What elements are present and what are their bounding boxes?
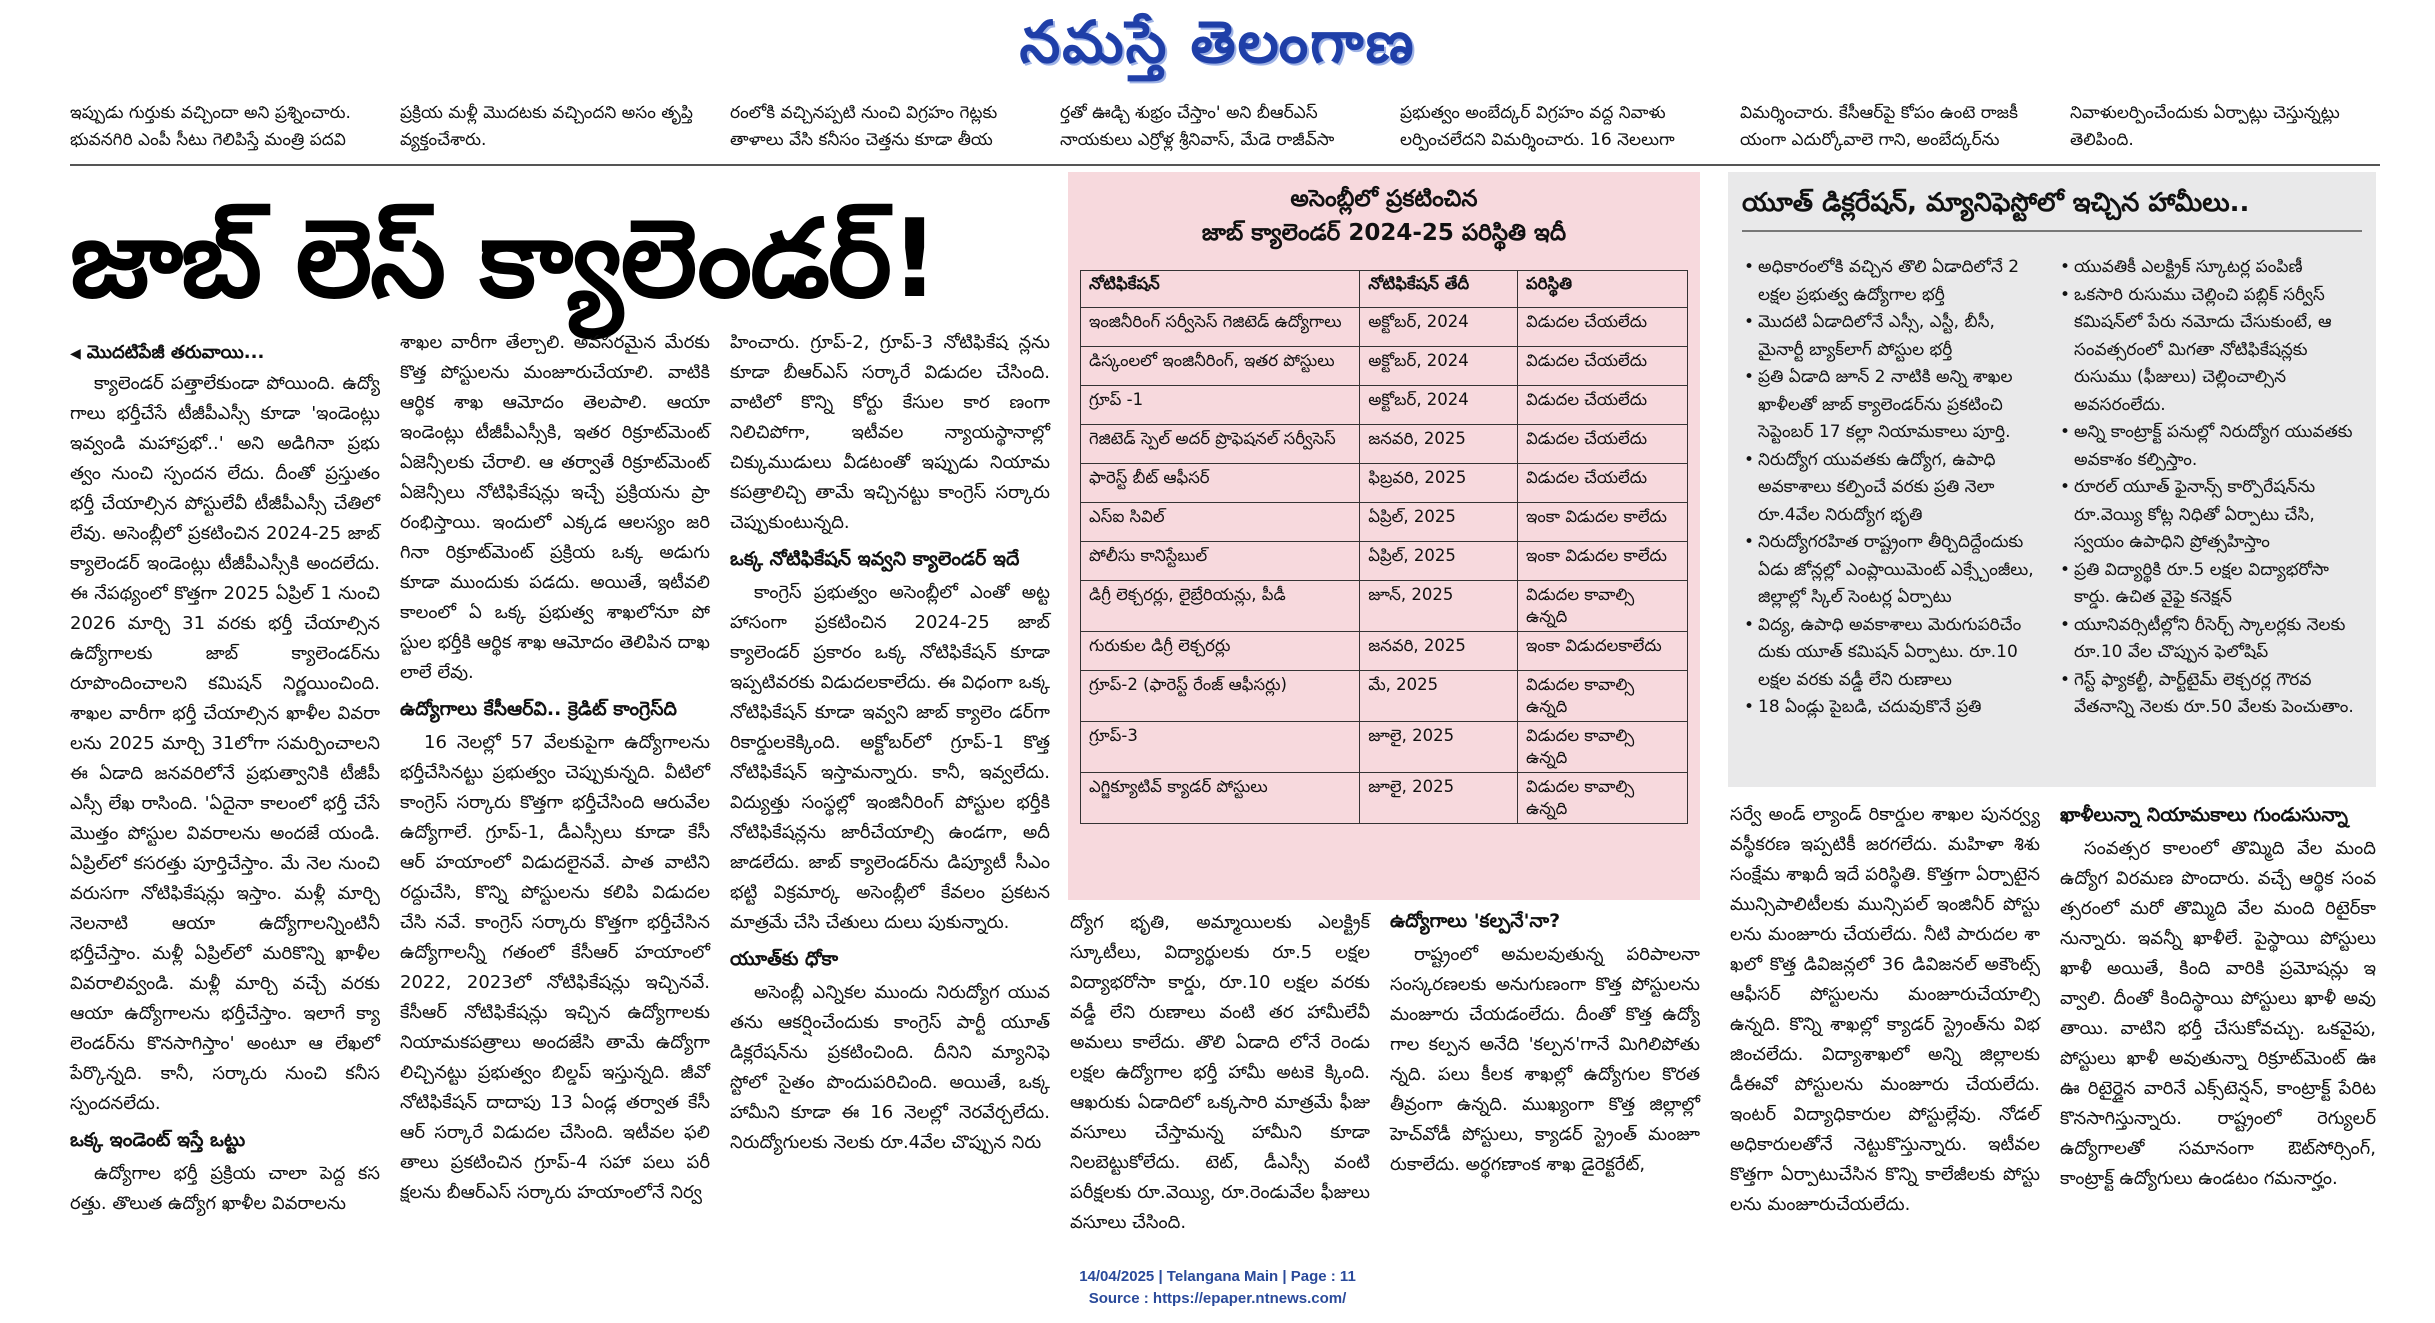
promise-item <box>1742 309 2042 364</box>
strip-col-1: ఇప్పుడు గుర్తుకు వచ్చిందా అని ప్రశ్నించారు. భువనగిరి ఎంపీ సీటు గెలిపిస్తే మంత్రి పదవి <box>70 103 351 150</box>
article-paragraph: ఉద్యోగాల భర్తీ ప్రక్రియ చాలా పెద్ద కస రత్తు. తొలుత ఉద్యోగ ఖాళీల వివరాలను <box>70 1163 380 1214</box>
article-paragraph: సర్వే అండ్ ల్యాండ్ రికార్డుల శాఖల పునర్వ్య వస్థీకరణ ఇప్పటికీ జరగలేదు. మహిళా శిశు సంక్షేమ శాఖదీ ఇదే పరిస్థితి. కొత్తగా ఏర్పాటైన మున్సిపాలిటీలకు మున్సిపల్ ఇంజినీర్ పోస్టు లను మంజూరు చేయలేదు. నీటి పారుదల శా ఖలో కొత్త డివిజన్లలో 36 డివిజనల్ అకౌంట్స్ ఆఫీసర్ పోస్టులను మంజూరుచేయాల్సి ఉన్నది. కొన్ని శాఖల్లో క్యాడర్ స్ట్రెంత్‌ను విభ జించలేదు. విద్యాశాఖలో అన్ని జిల్లాలకు డీఈవో పోస్టులను మంజూరు చేయలేదు. ఇంటర్ విద్యాధికారుల పోస్టుల్లేవు. నోడల్ అధికారులతోనే నెట్టుకొస్తున్నారు. ఇటీవల కొత్తగా ఏర్పాటుచేసిన కొన్ని కాలేజీలకు పోస్టు లను మంజూరుచేయలేదు. <box>1730 804 2040 1215</box>
notification-cell: డిస్కంలలో ఇంజినీరింగ్, ఇతర పోస్టులు <box>1081 347 1360 386</box>
table-row <box>1081 773 1688 824</box>
promise-text: ప్రతి ఏడాది జూన్ 2 నాటికి అన్ని శాఖల ఖాళీలతో జాబ్ క్యాలెండర్‌ను ప్రకటించి సెప్టెంబర్ 17 కల్లా నియామకాలు పూర్తి. <box>1758 367 2013 442</box>
notification-cell: గురుకుల డిగ్రీ లెక్చరర్లు <box>1081 632 1360 671</box>
bullet-icon: • <box>2060 477 2071 497</box>
job-calendar-title-2: జాబ్ క్యాలెండర్ 2024-25 పరిస్థితి ఇదీ <box>1201 220 1567 246</box>
subheading: ఖాళీలున్నా నియామకాలు గుండుసున్నా <box>2060 804 2348 826</box>
date-cell: జూలై, 2025 <box>1360 722 1518 773</box>
notification-cell: ఇంజినీరింగ్ సర్వీసెస్ గెజిటెడ్ ఉద్యోగాలు <box>1081 308 1360 347</box>
promise-text: గెస్ట్ ఫ్యాకల్టీ, పార్ట్‌టైమ్ లెక్చరర్ల గౌరవ వేతనాన్ని నెలకు రూ.50 వేలకు పెంచుతాం. <box>2074 669 2354 717</box>
date-cell: ఏప్రిల్, 2025 <box>1360 542 1518 581</box>
bullet-icon: • <box>1744 312 1755 332</box>
bullet-icon: • <box>1744 257 1755 277</box>
article-paragraph: ద్యోగ భృతి, అమ్మాయిలకు ఎలక్ట్రిక్ స్కూటీలు, విద్యార్థులకు రూ.5 లక్షల విద్యాభరోసా కార్డు, రూ.10 లక్షల వరకు వడ్డీ లేని రుణాలు వంటి తర హామీలేవీ అమలు కాలేదు. తొలి ఏడాది లోనే రెండు లక్షల ఉద్యోగాల భర్తీ హామీ అటకె క్కింది. ఆఖరుకు ఏడాదిలో ఒక్కసారి మాత్రమే ఫీజు వసూలు చేస్తామన్న హామీని కూడా నిలబెట్టుకోలేదు. టెట్, డీఎస్సీ వంటి పరీక్షలకు రూ.వెయ్యి, రూ.రెండువేల ఫీజులు వసూలు చేసింది. <box>1070 912 1370 1233</box>
job-calendar-table <box>1080 270 1688 824</box>
date-cell: జూలై, 2025 <box>1360 773 1518 824</box>
triangle-icon: ◀ <box>70 346 81 362</box>
table-row <box>1081 386 1688 425</box>
table-row <box>1081 425 1688 464</box>
promise-item <box>1742 612 2042 695</box>
column-header: పరిస్థితి <box>1518 271 1688 308</box>
article-paragraph: శాఖల వారీగా తేల్చాలి. అవసరమైన మేరకు కొత్త పోస్టులను మంజూరుచేయాలి. వాటికి ఆర్థిక శాఖ ఆమోదం తెలపాలి. ఆయా ఇండెంట్లు టీజీపీఎస్సీకి, ఇతర రిక్రూట్‌మెంట్ ఏజెన్సీలకు చేరాలి. ఆ తర్వాతే రిక్రూట్‌మెంట్ ఏజెన్సీలు నోటిఫికేషన్లు ఇచ్చే ప్రక్రియను ప్రా రంభిస్తాయి. ఇందులో ఎక్కడ ఆలస్యం జరి గినా రిక్రూట్‌మెంట్ ప్రక్రియ ఒక్క అడుగు కూడా ముందుకు పడదు. అయితే, ఇటీవలి కాలంలో ఏ ఒక్క ప్రభుత్వ శాఖలోనూ పో స్టుల భర్తీకి ఆర్థిక శాఖ ఆమోదం తెలిపిన దాఖ లాలే లేవు. <box>400 332 710 683</box>
bullet-icon: • <box>1744 449 1755 470</box>
column-header: నోటిఫికేషన్ <box>1081 271 1360 308</box>
article-column-2 <box>400 328 710 1208</box>
status-cell: విడుదల చేయలేదు <box>1518 347 1688 386</box>
article-paragraph: రాష్ట్రంలో అమలవుతున్న పరిపాలనా సంస్కరణలకు అనుగుణంగా కొత్త పోస్టులను మంజూరు చేయడంలేదు. దీంతో కొత్త ఉద్యో గాల కల్పన అనేది 'కల్పన'గానే మిగిలిపోతు న్నది. పలు కీలక శాఖల్లో ఉద్యోగుల కొరత తీవ్రంగా ఉన్నది. ముఖ్యంగా కొత్త జిల్లాల్లో హెచ్‌వోడీ పోస్టులు, క్యాడర్ స్ట్రెంత్ మంజూ రుకాలేదు. అర్థగణాంక శాఖ డైరెక్టరేట్, <box>1390 944 1700 1175</box>
article-column-3 <box>730 328 1050 1158</box>
article-column-1 <box>70 338 380 1219</box>
promise-text: నిరుద్యోగరహిత రాష్ట్రంగా తీర్చిదిద్దేందుకు ఏడు జోన్లల్లో ఎంప్లాయిమెంట్ ఎక్స్చేంజీలు, జిల్లాల్లో స్కిల్ సెంటర్ల ఏర్పాటు <box>1758 532 2034 607</box>
strip-col-4: ర్తతో ఊడ్చి శుభ్రం చేస్తాం' అని బీఆర్ఎస్ నాయకులు ఎర్రోళ్ల శ్రీనివాస్, మేడె రాజీవ్‌సా <box>1060 103 1335 150</box>
date-cell: అక్టోబర్, 2024 <box>1360 386 1518 425</box>
table-row <box>1081 722 1688 773</box>
promise-text: మొదటి ఏడాదిలోనే ఎస్సీ, ఎస్టీ, బీసీ, మైనార్టీ బ్యాక్‌లాగ్ పోస్టుల భర్తీ <box>1758 312 1995 360</box>
table-row <box>1081 632 1688 671</box>
strip-col-2: ప్రక్రియ మళ్లీ మొదటకు వచ్చిందని అసం తృప్తి వ్యక్తంచేశారు. <box>400 103 693 150</box>
article-paragraph: 16 నెలల్లో 57 వేలకుపైగా ఉద్యోగాలను భర్తీచేసినట్టు ప్రభుత్వం చెప్పుకున్నది. వీటిలో కాంగ్రెస్ సర్కారు కొత్తగా భర్తీచేసింది ఆరువేల ఉద్యోగాలే. గ్రూప్-1, డీఎస్సీలు కూడా కేసీ ఆర్ హయాంలో విడుదలైనవే. పాత వాటిని రద్దుచేసి, కొన్ని పోస్టులను కలిపి విడుదల చేసి నవే. కాంగ్రెస్ సర్కారు కొత్తగా భర్తీచేసిన ఉద్యోగాలన్నీ గతంలో కేసీఆర్ హయాంలో 2022, 2023లో నోటిఫికేషన్లు ఇచ్చినవే. కేసీఆర్ నోటిఫికేషన్లు ఇచ్చిన ఉద్యోగాలకు నియామకపత్రాలు అందజేసి తామే ఉద్యోగా లిచ్చినట్టు ప్రభుత్వం బిల్డప్ ఇస్తున్నది. జీవో నోటిఫికేషన్ దాదాపు 13 ఏండ్ల తర్వాత కేసీ ఆర్ సర్కారే విడుదల చేసింది. ఇటీవల ఫలి తాలు ప్రకటించిన గ్రూప్-4 సహా పలు పరీ క్షలను బీఆర్ఎస్ సర్కారు హయాంలోనే నిర్వ <box>400 732 710 1203</box>
date-cell: ఫిబ్రవరి, 2025 <box>1360 464 1518 503</box>
promise-item <box>2058 282 2358 420</box>
article-paragraph: హించారు. గ్రూప్-2, గ్రూప్-3 నోటిఫికేష న్లను కూడా బీఆర్ఎస్ సర్కారే విడుదల చేసింది. వాటిలో కొన్ని కోర్టు కేసుల కార ణంగా నిలిచిపోగా, ఇటీవల న్యాయస్థానాల్లో చిక్కుముడులు వీడటంతో ఇప్పుడు నియామ కపత్రాలిచ్చి తామే ఇచ్చినట్టు కాంగ్రెస్ సర్కారు చెప్పుకుంటున్నది. <box>730 332 1050 533</box>
promises-title: యూత్ డిక్లరేషన్, మ్యానిఫెస్టోలో ఇచ్చిన హామీలు.. <box>1742 188 2250 218</box>
promise-text: యూనివర్సిటీల్లోని రీసెర్చ్ స్కాలర్లకు నెలకు రూ.10 వేల చొప్పున ఫెలోషిప్ <box>2074 614 2346 662</box>
subheading: ఒక్క నోటిఫికేషన్ ఇవ్వని క్యాలెండర్ ఇదే <box>730 548 1020 570</box>
date-cell: అక్టోబర్, 2024 <box>1360 308 1518 347</box>
status-cell: విడుదల కావాల్సి ఉన్నది <box>1518 773 1688 824</box>
notification-cell: గ్రూప్-3 <box>1081 722 1360 773</box>
promise-item <box>2058 474 2358 557</box>
date-cell: జనవరి, 2025 <box>1360 425 1518 464</box>
notification-cell: గ్రూప్ -1 <box>1081 386 1360 425</box>
promise-text: విద్య, ఉపాధి అవకాశాలు మెరుగుపరిచేం దుకు యూత్ కమిషన్ ఏర్పాటు. రూ.10 లక్షల వరకు వడ్డీ లేని రుణాలు <box>1758 614 2022 690</box>
status-cell: ఇంకా విడుదల కాలేదు <box>1518 503 1688 542</box>
status-cell: విడుదల చేయలేదు <box>1518 464 1688 503</box>
strip-col-3: రంలోకి వచ్చినప్పటి నుంచి విగ్రహం గెట్లకు తాళాలు వేసి కనీసం చెత్తను కూడా తీయ <box>730 103 998 150</box>
date-cell: జూన్, 2025 <box>1360 581 1518 632</box>
promise-item <box>2058 557 2358 612</box>
promise-item <box>1742 447 2042 530</box>
promises-box <box>1728 172 2376 787</box>
promise-item <box>1742 254 2042 309</box>
promises-divider <box>1742 230 2362 232</box>
notification-cell: ఎస్ఐ సివిల్ <box>1081 503 1360 542</box>
promise-text: యువతికీ ఎలక్ట్రిక్ స్కూటర్ల పంపిణీ <box>2074 257 2303 277</box>
article-column-4 <box>1070 908 1370 1238</box>
notification-cell: పోలీసు కానిస్టేబుల్ <box>1081 542 1360 581</box>
status-cell: విడుదల చేయలేదు <box>1518 308 1688 347</box>
notification-cell: ఎగ్జిక్యూటివ్ క్యాడర్ పోస్టులు <box>1081 773 1360 824</box>
footer-source-link[interactable]: Source : https://epaper.ntnews.com/ <box>1088 1290 1347 1307</box>
strip-col-7: నివాళులర్పించేందుకు ఏర్పాట్లు చెస్తున్నట్లు తెలిపింది. <box>2070 103 2340 150</box>
article-paragraph: క్యాలెండర్ పత్తాలేకుండా పోయింది. ఉద్యో గాలు భర్తీచేసే టీజీపీఎస్సీ కూడా 'ఇండెంట్లు ఇవ్వండి మహాప్రభో..' అని అడిగినా ప్రభు త్వం నుంచి స్పందన లేదు. దీంతో ప్రస్తుతం భర్తీ చేయాల్సిన పోస్టులేవీ టీజీపీఎస్సీ చేతిలో లేవు. అసెంబ్లీలో ప్రకటించిన 2024-25 జాబ్ క్యాలెండర్ ఇండెంట్లు టీజీపీఎస్సీకి అందలేదు. ఈ నేపథ్యంలో కొత్తగా 2025 ఏప్రిల్ 1 నుంచి 2026 మార్చి 31 వరకు భర్తీ చేయాల్సిన ఉద్యోగాలకు జాబ్ క్యాలెండర్‌ను రూపొందించాలని కమిషన్ నిర్ణయించింది. శాఖల వారీగా భర్తీ చేయాల్సిన ఖాళీల వివరా లను 2025 మార్చి 31లోగా సమర్పించాలని ఈ ఏడాది జనవరిలోనే ప్రభుత్వానికి టీజీపీ ఎస్సీ లేఖ రాసింది. 'ఏదైనా కాలంలో భర్తీ చేసే మొత్తం పోస్టుల వివరాలను అందజే యండి. ఏప్రిల్‌లో కసరత్తు పూర్తిచేస్తాం. మే నెల నుంచి వరుసగా నోటిఫికేషన్లు ఇస్తాం. మళ్లీ మార్చి నెలనాటి ఆయా ఉద్యోగాలన్నింటినీ భర్తీచేస్తాం. మళ్లీ ఏప్రిల్‌లో మరికొన్ని ఖాళీల వివరాలివ్వండి. మళ్లీ మార్చి వచ్చే వరకు ఆయా ఉద్యోగాలను భర్తీచేస్తాం. ఇలాగే క్యా లెండర్‌ను కొనసాగిస్తాం' అంటూ ఆ లేఖలో పేర్కొన్నది. కానీ, సర్కారు నుంచి కనీస స్పందనలేదు. <box>70 373 380 1114</box>
table-row <box>1081 464 1688 503</box>
strip-col-6: విమర్శించారు. కేసీఆర్‌పై కోపం ఉంటె రాజకీ యంగా ఎదుర్కోవాలె గాని, అంబేద్కర్‌ను <box>1740 103 2018 150</box>
notification-cell: ఫారెస్ట్ బీట్ ఆఫీసర్ <box>1081 464 1360 503</box>
promise-text: నిరుద్యోగ యువతకు ఉద్యోగ, ఉపాధి అవకాశాలు కల్పించే వరకు ప్రతి నెలా రూ.4వేల నిరుద్యోగ భృతి <box>1758 449 1996 525</box>
table-row <box>1081 671 1688 722</box>
bullet-icon: • <box>1744 614 1755 635</box>
strip-col-5: ప్రభుత్వం అంబేద్కర్ విగ్రహం వద్ద నివాళు లర్పించలేదని విమర్శించారు. 16 నెలలుగా <box>1400 103 1675 150</box>
bullet-icon: • <box>2060 284 2071 305</box>
notification-cell: గెజిటెడ్ స్పెల్ అదర్ ప్రొఫెషనల్ సర్వీసెస్ <box>1081 425 1360 464</box>
status-cell: విడుదల కావాల్సి ఉన్నది <box>1518 671 1688 722</box>
promise-item <box>2058 419 2358 474</box>
promise-text: ప్రతి విద్యార్థికి రూ.5 లక్షల విద్యాభరోసా కార్డు. ఉచిత వైఫై కనెక్షన్ <box>2074 559 2329 607</box>
status-cell: ఇంకా విడుదల కాలేదు <box>1518 542 1688 581</box>
promise-item <box>2058 667 2358 722</box>
subheading: ఉద్యోగాలు 'కల్పనే'నా? <box>1390 910 1561 932</box>
date-cell: అక్టోబర్, 2024 <box>1360 347 1518 386</box>
promise-item <box>2058 612 2358 667</box>
bullet-icon: • <box>1744 367 1755 387</box>
bullet-icon: • <box>2060 669 2071 690</box>
subheading: యూత్‌కు ధోకా <box>730 948 839 970</box>
bullet-icon: • <box>1744 697 1755 717</box>
table-body <box>1081 308 1688 824</box>
promise-item <box>1742 694 2042 722</box>
article-column-6 <box>1730 800 2040 1220</box>
subheading: ఉద్యోగాలు కేసీఆర్‌వి.. క్రెడిట్ కాంగ్రెస్‌ది <box>400 698 677 720</box>
promises-list-right <box>2058 254 2358 722</box>
article-paragraph: సంవత్సర కాలంలో తొమ్మిది వేల మంది ఉద్యోగ విరమణ పొందారు. వచ్చే ఆర్థిక సంవ త్సరంలో మరో తొమ్మిది వేల మంది రిటైర్‌కా నున్నారు. ఇవన్నీ ఖాళీలే. పైస్థాయి పోస్టులు ఖాళీ అయితే, కింది వారికి ప్రమోషన్లు ఇ వ్వాలి. దీంతో కిందిస్థాయి పోస్టులు ఖాళీ అవు తాయి. వాటిని భర్తీ చేసుకోవచ్చు. ఒకవైపు, పోస్టులు ఖాళీ అవుతున్నా రిక్రూట్‌మెంట్ ఊ ఊ రిటైర్డైన వారినే ఎక్స్‌టెన్షన్, కాంట్రాక్ట్ పేరిట కొనసాగిస్తున్నారు. రాష్ట్రంలో రెగ్యులర్ ఉద్యోగాలతో సమానంగా ఔట్‌సోర్సింగ్, కాంట్రాక్ట్ ఉద్యోగులు ఉండటం గమనార్హం. <box>2060 838 2376 1189</box>
table-row <box>1081 347 1688 386</box>
date-cell: జనవరి, 2025 <box>1360 632 1518 671</box>
status-cell: విడుదల కావాల్సి ఉన్నది <box>1518 722 1688 773</box>
bullet-icon: • <box>2060 559 2071 580</box>
promise-item <box>1742 364 2042 447</box>
footer-date-line: 14/04/2025 | Telangana Main | Page : 11 <box>1079 1268 1356 1285</box>
bullet-icon: • <box>2060 422 2071 442</box>
column-header: నోటిఫికేషన్ తేదీ <box>1360 271 1518 308</box>
date-cell: ఏప్రిల్, 2025 <box>1360 503 1518 542</box>
job-calendar-title-1: అసెంబ్లీలో ప్రకటించిన <box>1290 186 1478 212</box>
table-header-row <box>1081 271 1688 308</box>
bullet-icon: • <box>1744 532 1755 552</box>
promises-list-left <box>1742 254 2042 722</box>
bullet-icon: • <box>2060 614 2071 635</box>
article-paragraph: అసెంబ్లీ ఎన్నికల ముందు నిరుద్యోగ యువ తను ఆకర్షించేందుకు కాంగ్రెస్ పార్టీ యూత్ డిక్లరేషన్‌ను ప్రకటించింది. దీనిని మ్యానిఫె స్టోలో సైతం పొందుపరిచింది. అయితే, ఒక్క హామీని కూడా ఈ 16 నెలల్లో నెరవేర్చలేదు. నిరుద్యోగులకు నెలకు రూ.4వేల చొప్పున నిరు <box>730 982 1050 1153</box>
promise-item <box>1742 529 2042 612</box>
promise-text: అధికారంలోకి వచ్చిన తొలి ఏడాదిలోనే 2 లక్షల ప్రభుత్వ ఉద్యోగాల భర్తీ <box>1758 257 2020 305</box>
subheading: ఒక్క ఇండెంట్ ఇస్తే ఒట్టు <box>70 1129 246 1151</box>
main-headline: జాబ్ లెస్ క్యాలెండర్! <box>70 197 938 322</box>
promise-text: ఒకసారి రుసుము చెల్లించి పబ్లిక్ సర్వీస్ కమిషన్‌లో పేరు నమోదు చేసుకుంటే, ఆ సంవత్సరంలో మిగతా నోటిఫికేషన్లకు రుసుము (ఫీజులు) చెల్లించాల్సిన అవసరంలేదు. <box>2074 284 2332 415</box>
article-column-7 <box>2060 800 2376 1194</box>
top-divider <box>70 164 2380 166</box>
status-cell: ఇంకా విడుదలకాలేదు <box>1518 632 1688 671</box>
table-row <box>1081 581 1688 632</box>
article-paragraph: కాంగ్రెస్ ప్రభుత్వం అసెంబ్లీలో ఎంతో అట్ట హాసంగా ప్రకటించిన 2024-25 జాబ్ క్యాలెండర్ ప్రకారం ఒక్క నోటిఫికేషన్ కూడా ఇప్పటివరకు విడుదలకాలేదు. ఈ విధంగా ఒక్క నోటిఫికేషన్ కూడా ఇవ్వని జాబ్ క్యాలెం డర్‌గా రికార్డులకెక్కింది. అక్టోబర్‌లో గ్రూప్-1 కొత్త నోటిఫికేషన్ ఇస్తామన్నారు. కానీ, ఇవ్వలేదు. విద్యుత్తు సంస్థల్లో ఇంజినీరింగ్ పోస్టుల భర్తీకి నోటిఫికేషన్లను జారీచేయాల్సి ఉండగా, అదీ జాడలేదు. జాబ్ క్యాలెండర్‌ను డిప్యూటీ సీఎం భట్టి విక్రమార్క అసెంబ్లీలో కేవలం ప్రకటన మాత్రమే చేసి చేతులు దులు పుకున్నారు. <box>730 582 1050 933</box>
status-cell: విడుదల చేయలేదు <box>1518 386 1688 425</box>
promise-text: రూరల్ యూత్ ఫైనాన్స్ కార్పొరేషన్‌ను రూ.వెయ్యి కోట్ల నిధితో ఏర్పాటు చేసి, స్వయం ఉపాధిని ప్రోత్సహిస్తాం <box>2074 477 2316 552</box>
status-cell: విడుదల చేయలేదు <box>1518 425 1688 464</box>
promise-text: అన్ని కాంట్రాక్ట్ పనుల్లో నిరుద్యోగ యువతకు అవకాశం కల్పిస్తాం. <box>2074 422 2353 470</box>
promise-text: 18 ఏండ్లు పైబడి, చదువుకొనే ప్రతి <box>1758 697 1982 717</box>
bullet-icon: • <box>2060 257 2071 277</box>
notification-cell: గ్రూప్-2 (ఫారెస్ట్ రేంజ్ ఆఫీసర్లు) <box>1081 671 1360 722</box>
top-continuation-strip <box>70 100 2380 162</box>
table-row <box>1081 308 1688 347</box>
notification-cell: డిగ్రీ లెక్చరర్లు, లైబ్రేరియన్లు, పీడీ <box>1081 581 1360 632</box>
date-cell: మే, 2025 <box>1360 671 1518 722</box>
continuation-kicker <box>70 338 380 369</box>
table-row <box>1081 503 1688 542</box>
job-calendar-box <box>1068 172 1700 900</box>
article-column-5 <box>1390 906 1700 1180</box>
promise-item <box>2058 254 2358 282</box>
status-cell: విడుదల కావాల్సి ఉన్నది <box>1518 581 1688 632</box>
table-row <box>1081 542 1688 581</box>
newspaper-masthead: నమస్తే తెలంగాణ <box>1019 8 1416 76</box>
kicker-text: మొదటిపేజీ తరువాయి... <box>86 342 265 363</box>
